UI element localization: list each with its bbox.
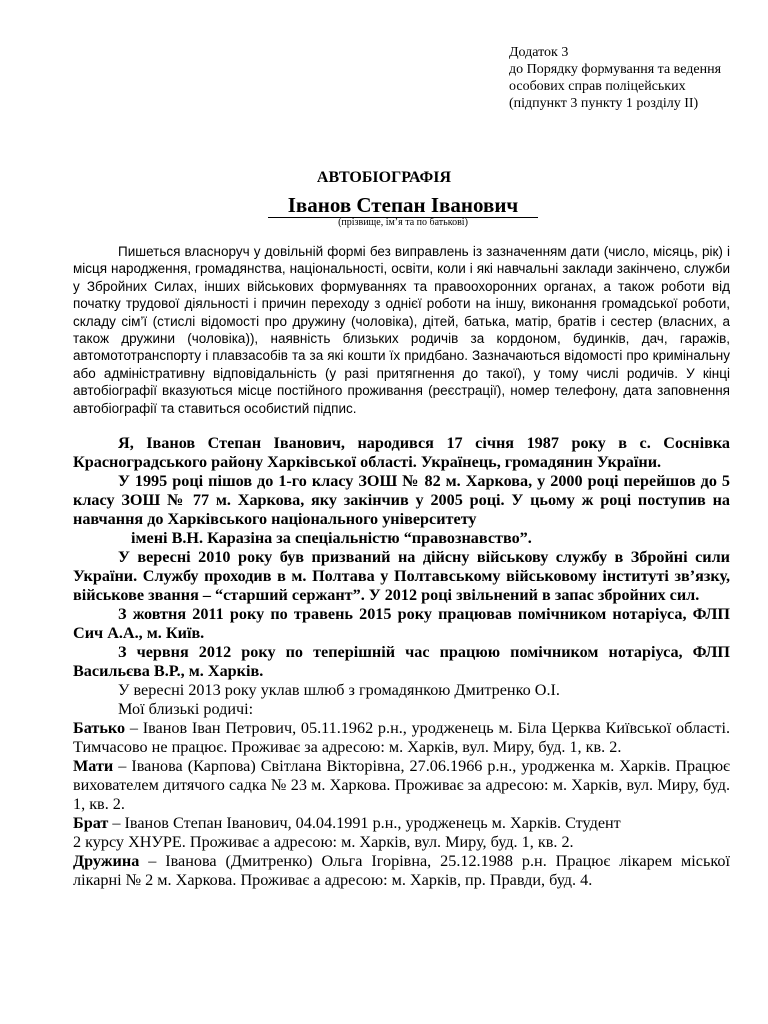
- relative-details: – Іванова (Дмитренко) Ольга Ігорівна, 25.12.1988 р.н. Працює лікарем міської лікарні № 2 м. Харкова. Проживає а адресою: м. Харків, пр. Правди, буд. 4.: [73, 852, 730, 889]
- name-caption: (прізвище, ім’я та по батькові): [338, 217, 468, 228]
- bio-paragraph-marriage: У вересні 2013 року уклав шлюб з громадянкою Дмитренко О.І.: [118, 681, 560, 699]
- bio-birth-text: Я, Іванов Степан Іванович, народився 17 січня 1987 року в с. Соснівка Красноградського району Харківської області. Українець, громадянин України.: [73, 434, 730, 471]
- bio-paragraph-work-1: [73, 605, 730, 643]
- bio-paragraph-military: [73, 548, 730, 605]
- bio-university-text: імені В.Н. Каразіна за спеціальністю “правознавство”.: [131, 529, 532, 547]
- appendix-line: особових справ поліцейських: [509, 79, 686, 94]
- bio-work-2-text: З червня 2012 року по теперішній час працюю помічником нотаріуса, ФЛП Васильєва В.Р., м. Харків.: [73, 643, 730, 680]
- instructions-block: [73, 243, 730, 417]
- relative-details: – Іванов Іван Петрович, 05.11.1962 р.н., уродженець м. Біла Церква Київської області. Тимчасово не працює. Проживає за адресою: м. Харків, вул. Миру, буд. 1, кв. 2.: [73, 719, 730, 756]
- instructions-text: Пишеться власноруч у довільній формі без виправлень із зазначенням дати (число, місяць, рік) і місця народження, громадянства, національності, освіти, коли і які навчальні заклади закінчено, служби у Збройних Силах, інших військових формуваннях та правоохоронних органах, а також роботи від початку трудової діяльності і причин переходу з однієї роботи на іншу, виконання громадської роботи, складу сім’ї (стислі відомості про дружину (чоловіка), дітей, батька, матір, братів і сестер (власних, а також дружини (чоловіка)), наявність близьких родичів за кордоном, будинків, дач, гаражів, автомототранспорту і плавзасобів та за які кошти їх придбано. Зазначаються відомості про кримінальну або адміністративну відповідальність (у разі притягнення до такої), у тому числі родичів. У кінці автобіографії вказуються місце постійного проживання (реєстрації), номер телефону, дата заповнення автобіографії та ставиться особистий підпис.: [73, 244, 730, 416]
- bio-paragraph-school: [73, 472, 730, 529]
- biography-text: [73, 434, 730, 890]
- relative-role: Брат: [73, 814, 109, 832]
- relative-father: [73, 719, 730, 757]
- relative-role: Дружина: [73, 852, 140, 870]
- relative-role: Мати: [73, 757, 114, 775]
- bio-school-text: У 1995 році пішов до 1-го класу ЗОШ № 82 м. Харкова, у 2000 році перейшов до 5 класу ЗОШ № 77 м. Харкова, яку закінчив у 2005 році. У цьому ж році поступив на навчання до Харківського національного університету: [73, 472, 730, 528]
- bio-paragraph-university: [73, 529, 730, 548]
- appendix-note: [509, 44, 759, 112]
- person-name: Іванов Степан Іванович: [287, 193, 519, 217]
- relative-brother: [73, 814, 730, 833]
- relative-details: – Іванова (Карпова) Світлана Вікторівна, 27.06.1966 р.н., уродженка м. Харків. Працює вихователем дитячого садка № 23 м. Харкова. Проживає за адресою: м. Харків, вул. Миру, буд. 1, кв. 2.: [73, 757, 730, 813]
- relative-mother: [73, 757, 730, 814]
- bio-paragraph-relatives-heading: Мої близькі родичі:: [118, 700, 254, 718]
- appendix-line: до Порядку формування та ведення: [509, 62, 722, 77]
- relative-details: – Іванов Степан Іванович, 04.04.1991 р.н., уродженець м. Харків. Студент: [108, 814, 621, 832]
- relative-brother-continued: 2 курсу ХНУРЕ. Проживає а адресою: м. Харків, вул. Миру, буд. 1, кв. 2.: [73, 833, 574, 851]
- bio-military-text: У вересні 2010 року був призваний на дійсну військову службу в Збройні сили України. Службу проходив в м. Полтава у Полтавському військовому інституті зв’язку, військове звання – “старший сержант”. У 2012 році звільнений в запас збройних сил.: [73, 548, 730, 604]
- bio-paragraph-work-2: [73, 643, 730, 681]
- relative-role: Батько: [73, 719, 126, 737]
- bio-work-1-text: З жовтня 2011 року по травень 2015 року працював помічником нотаріуса, ФЛП Сич А.А., м. Київ.: [73, 605, 730, 642]
- document-title: АВТОБІОГРАФІЯ: [316, 169, 452, 186]
- appendix-line: (підпункт 3 пункту 1 розділу ІІ): [509, 96, 699, 111]
- bio-paragraph-birth: [73, 434, 730, 472]
- relative-wife: [73, 852, 730, 890]
- appendix-line: Додаток 3: [509, 45, 569, 60]
